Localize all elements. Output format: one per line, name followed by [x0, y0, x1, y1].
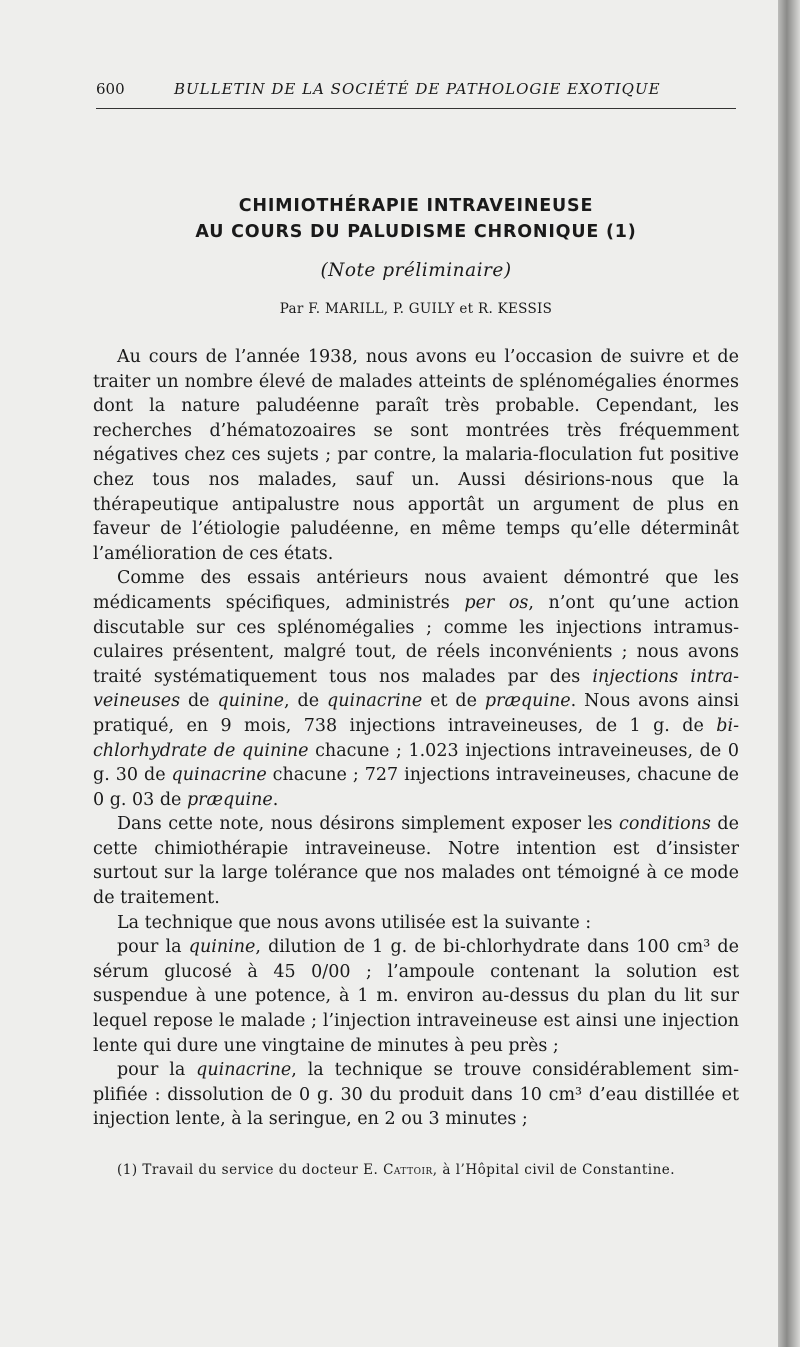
authors-line: Par F. MARILL, P. GUILY et R. KESSIS [279, 301, 553, 317]
italic-span: injections intraveineuses [93, 666, 739, 712]
text-span: , n’ont qu’une action discutable sur ces splénomégalies ; comme les injections intramusculaires présentent, malgré tout, de réels inconvénients ; nous avons traité systématiquement tous nos malades par des [93, 592, 739, 687]
journal-title: BULLETIN DE LA SOCIÉTÉ DE PATHOLOGIE EXOTIQUE [174, 80, 661, 98]
page-number: 600 [96, 80, 125, 98]
article-title-line-2: AU COURS DU PALUDISME CHRONIQUE (1) [195, 222, 637, 242]
text-span: , à l’Hôpital civil de Constantine. [432, 1162, 676, 1178]
header-rule [96, 108, 736, 109]
italic-span: conditions [619, 814, 711, 835]
text-span: , la technique se trouve considérablement simplifiée : dissolution de 0 g. 30 du produit dans 10 cm³ d’eau distillée et injection lente, à la seringue, en 2 ou 3 minutes ; [93, 1060, 740, 1130]
page-edge-shadow [778, 0, 800, 1347]
text-span: Comme des essais antérieurs nous avaient démontré que les médicaments spécifiques, administrés [93, 568, 739, 613]
footnote [93, 1160, 739, 1180]
note-label: (Note préliminaire) [320, 260, 512, 281]
text-span: chacune ; 1.023 injections intraveineuses, de 0 g. 30 de [93, 740, 739, 786]
paragraph-3 [93, 812, 739, 910]
italic-span: bi-chlorhydrate de quinine [93, 715, 739, 761]
italic-span: per os [464, 592, 529, 613]
italic-span: quinacrine [196, 1060, 292, 1081]
italic-span: præquine [186, 789, 273, 810]
article-body [93, 345, 739, 1132]
running-header [96, 80, 736, 102]
small-caps-name: Cattoir [383, 1162, 433, 1178]
text-span: de cette chimiothérapie intraveineuse. Notre intention est d’insister surtout sur la large tolérance que nos malades ont témoigné à ce mode de traitement. [93, 814, 739, 909]
text-span: pour la [117, 1060, 197, 1081]
italic-span: præquine [484, 691, 571, 712]
text-span: de [180, 691, 218, 712]
text-span: , de [284, 691, 328, 712]
text-span: , dilution de 1 g. de bi-chlorhydrate dans 100 cm³ de sérum glucosé à 45 0/00 ; l’ampoule contenant la solution est suspendue à une potence, à 1 m. environ au-dessus du plan du lit sur lequel repose le malade ; l’injection intraveineuse est ainsi une injection lente qui dure une vingtaine de minutes à peu près ; [93, 937, 739, 1056]
italic-span: quinacrine [327, 691, 423, 712]
paragraph-1: Au cours de l’année 1938, nous avons eu l’occasion de suivre et de traiter un nombre élevé de malades atteints de splénomégalies énormes dont la nature paludéenne paraît très probable. Cependant, les recherches d’hématozoaires se sont montrées très fréquemment négatives chez ces sujets ; par contre, la malaria-floculation fut positive chez tous nos malades, sauf un. Aussi désirions-nous que la thérapeutique antipalustre nous apportât un argument de plus en faveur de l’étiologie paludéenne, en même temps qu’elle déterminât l’amélioration de ces états. [93, 347, 739, 564]
article-title-line-1: CHIMIOTHÉRAPIE INTRAVEINEUSE [238, 196, 594, 216]
text-span: . [272, 789, 279, 810]
text-span: . Nous avons ainsi pratiqué, en 9 mois, 738 injections intraveineuses, de 1 g. de [93, 691, 740, 736]
italic-span: quinacrine [171, 765, 267, 786]
text-span: et de [422, 691, 485, 712]
text-span: (1) Travail du service du docteur E. [117, 1162, 384, 1178]
paragraph-5 [93, 935, 739, 1058]
paragraph-4: La technique que nous avons utilisée est la suivante : [117, 912, 592, 933]
italic-span: quinine [217, 691, 285, 712]
paragraph-2 [93, 566, 739, 812]
text-span: chacune ; 727 injections intraveineuses, chacune de 0 g. 03 de [93, 765, 740, 810]
text-span: pour la [117, 937, 189, 958]
text-span: Dans cette note, nous désirons simplement exposer les [117, 814, 620, 835]
italic-span: quinine [188, 937, 256, 958]
paragraph-6 [93, 1058, 739, 1132]
